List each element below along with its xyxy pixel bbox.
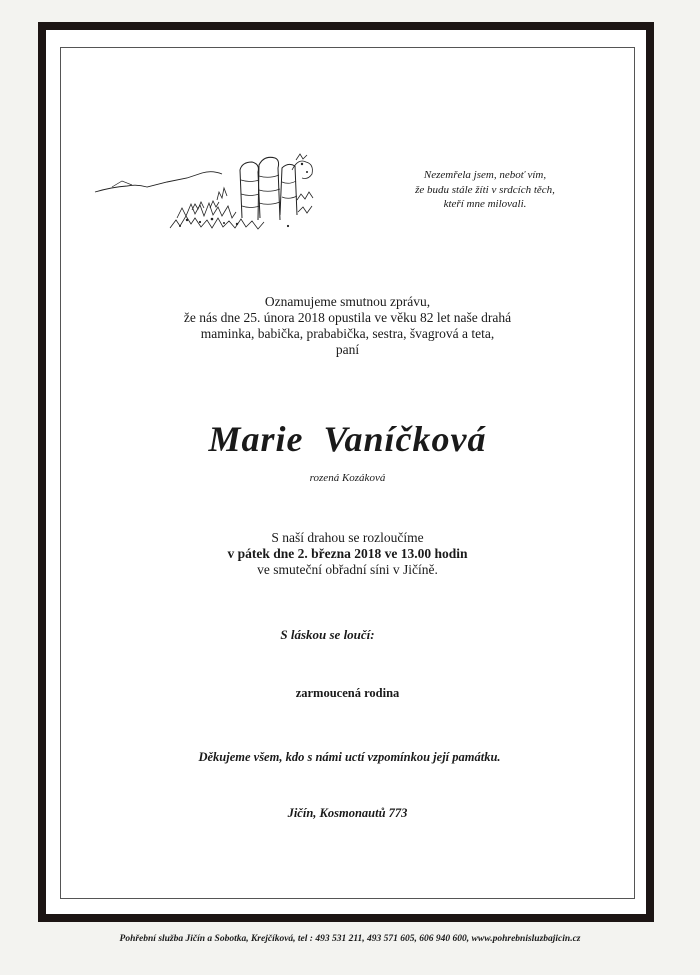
birth-name: rozená Kozáková: [309, 472, 386, 484]
ceremony-line: S naší drahou se rozloučíme: [271, 530, 424, 545]
ceremony-place: ve smuteční obřadní síni v Jičíně.: [257, 562, 438, 577]
announcement-line: Oznamujeme smutnou zprávu,: [264, 294, 431, 309]
thanks-note: Děkujeme všem, kdo s námi uctí vzpomínkou její památku.: [198, 750, 501, 764]
funeral-service-footer: Pohřební služba Jičín a Sobotka, Krejčíková, tel : 493 531 211, 493 571 605, 606 940 600, www.pohrebnisluzbajicin.cz: [119, 934, 581, 944]
announcement-line: maminka, babička, prababička, sestra, švagrová a teta,: [200, 326, 495, 341]
announcement-line: že nás dne 25. února 2018 opustila ve věku 82 let naše drahá: [183, 310, 512, 325]
memorial-quote: [390, 168, 580, 212]
quote-line: kteří mne milovali.: [443, 198, 527, 210]
address: Jičín, Kosmonautů 773: [287, 806, 408, 820]
death-announcement: [60, 294, 635, 358]
ceremony-date: v pátek dne 2. března 2018 ve 13.00 hodin: [227, 546, 468, 561]
announcement-line: paní: [335, 342, 360, 357]
quote-line: že budu stále žíti v srdcích těch,: [415, 183, 555, 196]
mourners-heading: S láskou se loučí:: [280, 627, 375, 642]
rock-landscape-illustration: [92, 140, 322, 235]
quote-line: Nezemřela jsem, neboť vím,: [423, 169, 547, 181]
funeral-ceremony-info: [60, 530, 635, 578]
deceased-name: Marie Vaníčková: [208, 419, 487, 459]
mourners-family: zarmoucená rodina: [295, 686, 400, 700]
